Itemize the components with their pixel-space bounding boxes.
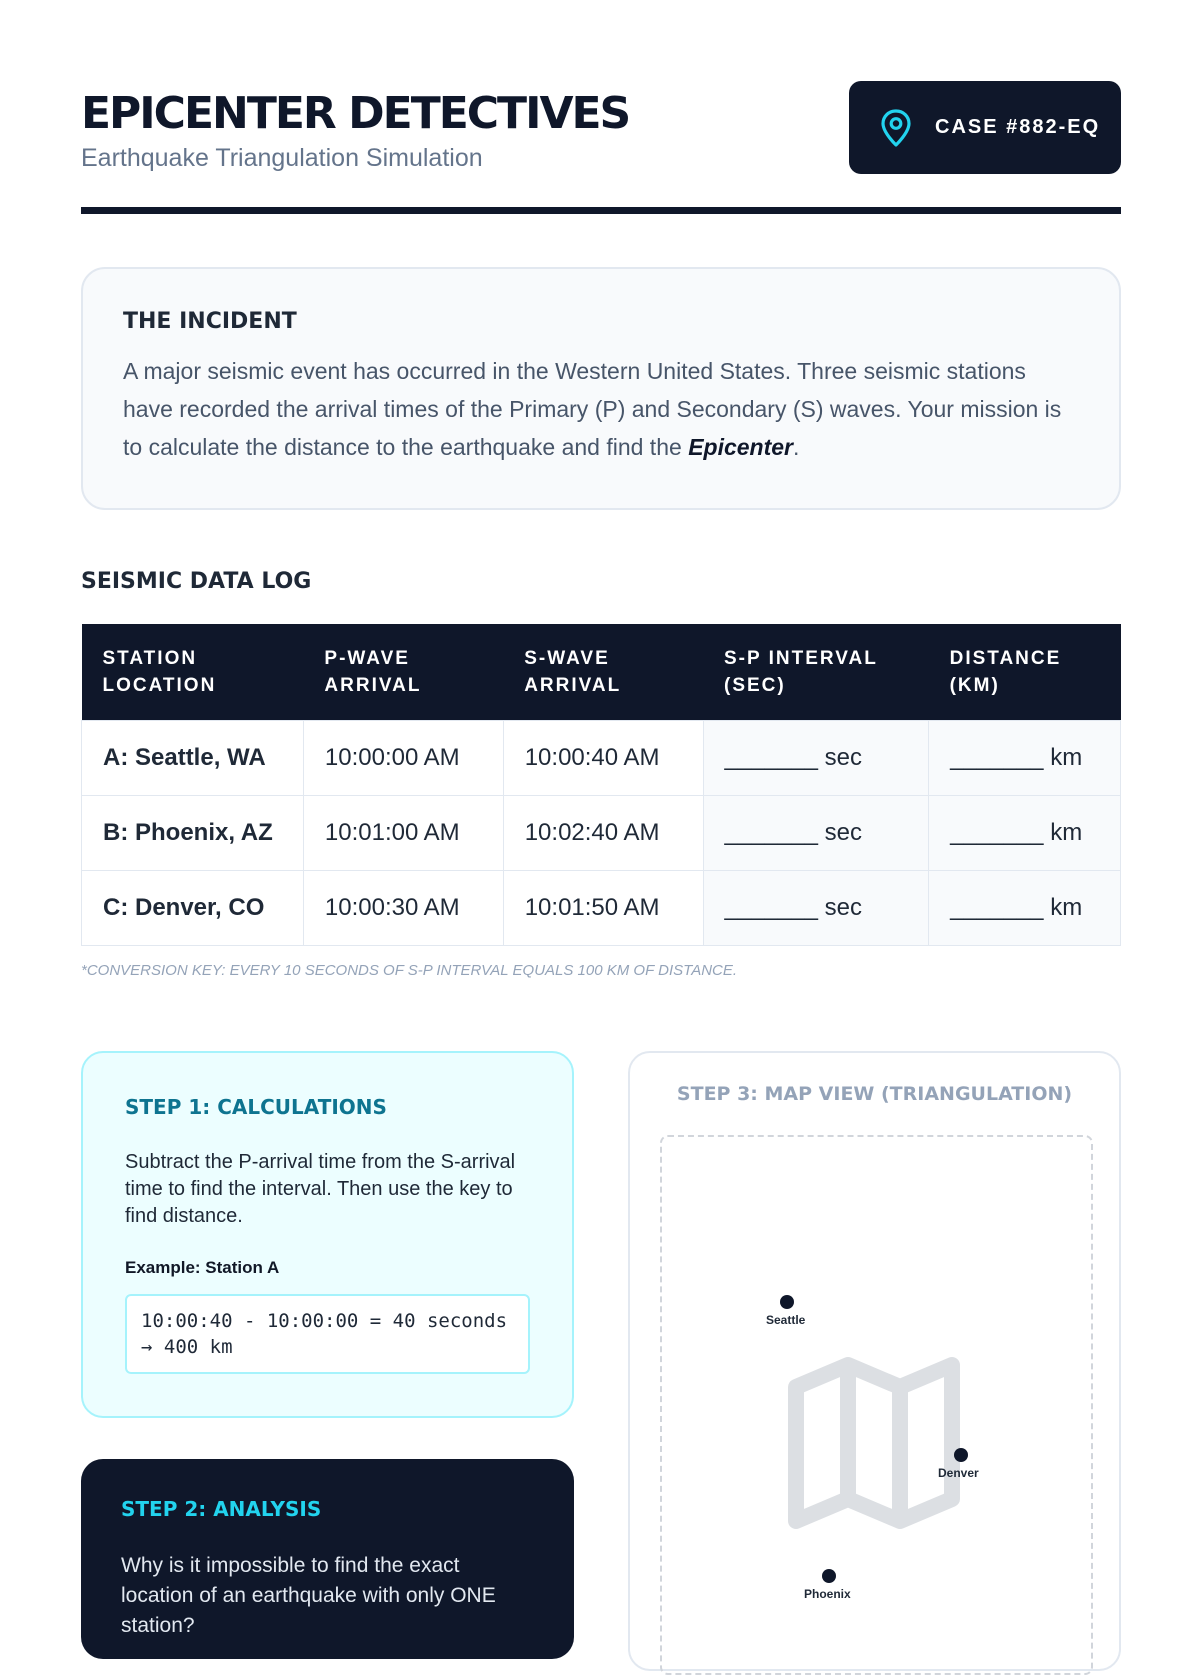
seismic-data-table (81, 624, 1121, 946)
phoenix-marker[interactable] (822, 1569, 836, 1583)
case-number: CASE #882-EQ (935, 116, 1101, 138)
incident-end: . (793, 434, 800, 460)
conversion-key-note: *CONVERSION KEY: EVERY 10 SECONDS OF S-P INTERVAL EQUALS 100 KM OF DISTANCE. (81, 962, 738, 979)
step1-title: STEP 1: CALCULATIONS (125, 1095, 387, 1119)
station-cell: C: Denver, CO (82, 870, 304, 945)
example-label: Example: Station A (125, 1258, 280, 1277)
phoenix-label: Phoenix (804, 1587, 851, 1601)
station-cell: A: Seattle, WA (82, 720, 304, 795)
header (81, 80, 1121, 214)
s-wave-cell: 10:00:40 AM (503, 720, 703, 795)
column-header-distance: DISTANCE (KM) (929, 624, 1121, 720)
step1-instructions: Subtract the P-arrival time from the S-arrival time to find the interval. Then use the key to find distance. (125, 1151, 516, 1227)
seattle-label: Seattle (766, 1313, 806, 1327)
s-wave-cell: 10:02:40 AM (503, 795, 703, 870)
case-badge (849, 81, 1121, 174)
map-area[interactable] (660, 1135, 1093, 1675)
distance-blank[interactable]: _______ km (929, 870, 1121, 945)
station-cell: B: Phoenix, AZ (82, 795, 304, 870)
example-calculation: 10:00:40 - 10:00:00 = 40 seconds → 400 km (125, 1294, 530, 1374)
step2-title: STEP 2: ANALYSIS (121, 1497, 322, 1521)
p-wave-cell: 10:00:00 AM (303, 720, 503, 795)
page-title: EPICENTER DETECTIVES (81, 88, 630, 139)
distance-blank[interactable]: _______ km (929, 720, 1121, 795)
incident-emphasis: Epicenter (688, 434, 794, 460)
incident-title: THE INCIDENT (123, 309, 297, 334)
incident-text (123, 352, 1079, 466)
p-wave-cell: 10:00:30 AM (303, 870, 503, 945)
step3-card (628, 1051, 1121, 1671)
table-row (82, 795, 1121, 870)
p-wave-cell: 10:01:00 AM (303, 795, 503, 870)
table-row (82, 720, 1121, 795)
distance-blank[interactable]: _______ km (929, 795, 1121, 870)
data-log-title: SEISMIC DATA LOG (81, 569, 312, 594)
column-header-s-wave: S-WAVE ARRIVAL (503, 624, 703, 720)
table-row (82, 870, 1121, 945)
interval-blank[interactable]: _______ sec (703, 870, 929, 945)
header-divider (81, 207, 1121, 214)
s-wave-cell: 10:01:50 AM (503, 870, 703, 945)
seattle-marker[interactable] (780, 1295, 794, 1309)
map-pin-icon (879, 108, 913, 148)
step1-card (81, 1051, 574, 1418)
denver-marker[interactable] (954, 1448, 968, 1462)
worksheet-page (81, 0, 1121, 1637)
map-icon (786, 1355, 962, 1531)
page-subtitle: Earthquake Triangulation Simulation (81, 144, 483, 172)
table-header-row (82, 624, 1121, 720)
column-header-interval: S-P INTERVAL (SEC) (703, 624, 929, 720)
incident-body: A major seismic event has occurred in the Western United States. Three seismic stations have recorded the arrival times of the Primary (P) and Secondary (S) waves. Your mission is to calculate the distance to the earthquake and find the (123, 358, 1062, 460)
denver-label: Denver (938, 1466, 979, 1480)
incident-card (81, 267, 1121, 510)
step2-card (81, 1459, 574, 1659)
column-header-p-wave: P-WAVE ARRIVAL (303, 624, 503, 720)
interval-blank[interactable]: _______ sec (703, 720, 929, 795)
interval-blank[interactable]: _______ sec (703, 795, 929, 870)
step2-question: Why is it impossible to find the exact location of an earthquake with only ONE station? (121, 1554, 496, 1637)
step3-title: STEP 3: MAP VIEW (TRIANGULATION) (676, 1083, 1073, 1105)
column-header-station: STATION LOCATION (82, 624, 304, 720)
